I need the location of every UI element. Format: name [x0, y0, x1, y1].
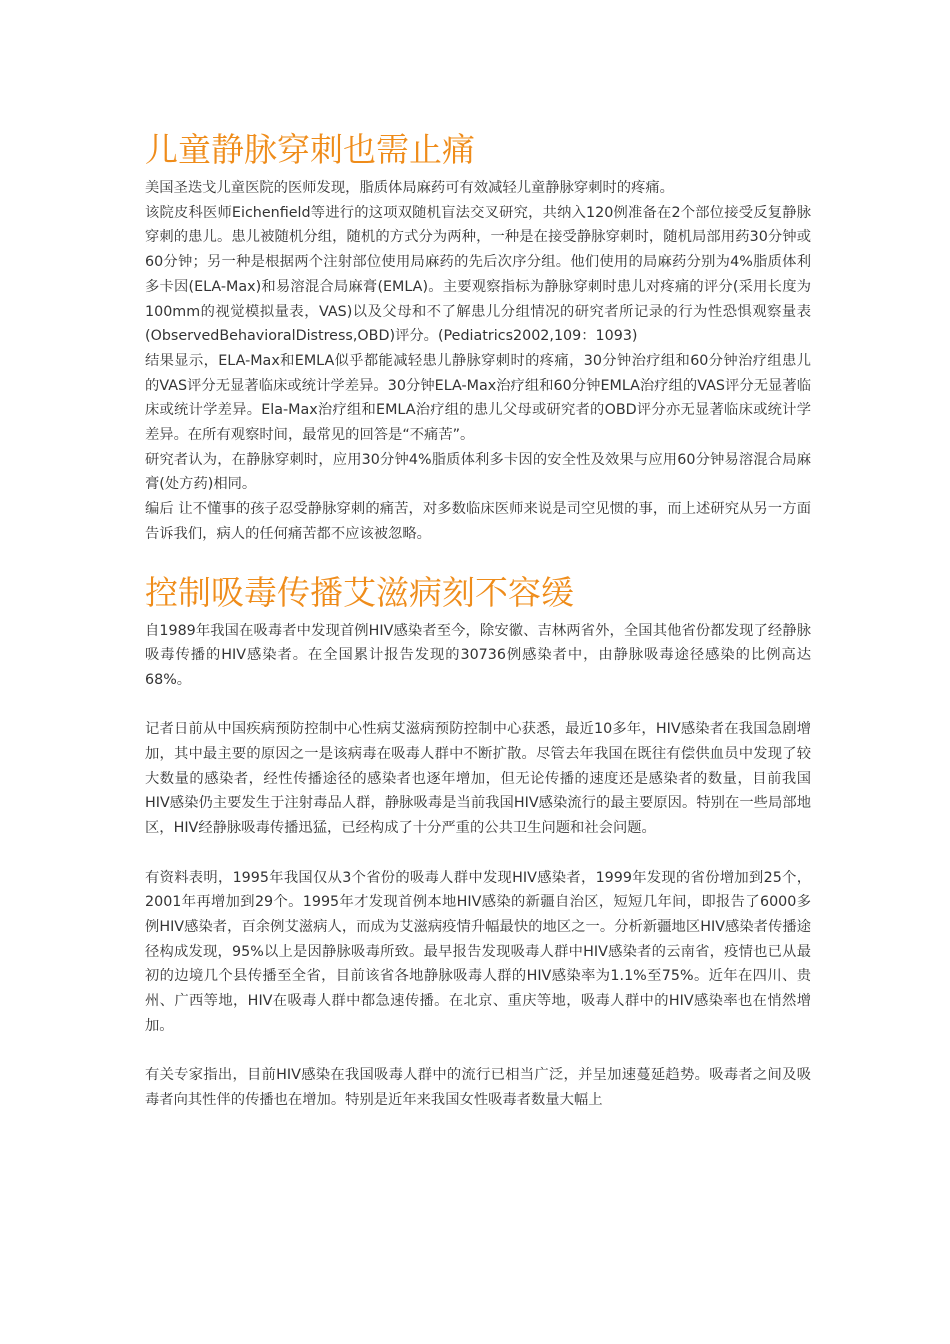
article-paragraph: 有资料表明，1995年我国仅从3个省份的吸毒人群中发现HIV感染者，1999年发现的省份增加到25个，2001年再增加到29个。1995年才发现首例本地HIV感染的新疆自治区，短短几年间，即报告了6000多例HIV感染者，百余例艾滋病人，而成为艾滋病疫情升幅最快的地区之一。分析新疆地区HIV感染者传播途径构成发现，95%以上是因静脉吸毒所致。最早报告发现吸毒人群中HIV感染者的云南省，疫情也已从最初的边境几个县传播至全省，目前该省各地静脉吸毒人群的HIV感染率为1.1%至75%。近年在四川、贵州、广西等地，HIV在吸毒人群中都急速传播。在北京、重庆等地，吸毒人群中的HIV感染率也在悄然增加。: [145, 869, 811, 1034]
article-paragraph: 该院皮科医师Eichenfield等进行的这项双随机盲法交叉研究，共纳入120例准备在2个部位接受反复静脉穿刺的患儿。患儿被随机分组，随机的方式分为两种，一种是在接受静脉穿刺时，随机局部用药30分钟或60分钟；另一种是根据两个注射部位使用局麻药的先后次序分组。他们使用的局麻药分别为4%脂质体利多卡因(ELA-Max)和易溶混合局麻膏(EMLA)。主要观察指标为静脉穿刺时患儿对疼痛的评分(采用长度为100mm的视觉模拟量表，VAS)以及父母和不了解患儿分组情况的研究者所记录的行为性恐惧观察量表(ObservedBehavioralDistress,OBD)评分。(Pediatrics2002,109：1093): [145, 204, 811, 345]
article-child-venipuncture: [145, 128, 811, 547]
article-paragraph: 编后 让不懂事的孩子忍受静脉穿刺的痛苦，对多数临床医师来说是司空见惯的事，而上述研究从另一方面告诉我们，病人的任何痛苦都不应该被忽略。: [145, 501, 811, 542]
paragraph-spacer: [145, 1038, 811, 1063]
article-paragraph: 有关专家指出，目前HIV感染在我国吸毒人群中的流行已相当广泛，并呈加速蔓延趋势。吸毒者之间及吸毒者向其性伴的传播也在增加。特别是近年来我国女性吸毒者数量大幅上: [145, 1067, 811, 1108]
article-paragraph: 记者日前从中国疾病预防控制中心性病艾滋病预防控制中心获悉，最近10多年，HIV感染者在我国急剧增加，其中最主要的原因之一是该病毒在吸毒人群中不断扩散。尽管去年我国在既往有偿供血员中发现了较大数量的感染者，经性传播途径的感染者也逐年增加，但无论传播的速度还是感染者的数量，目前我国HIV感染仍主要发生于注射毒品人群，静脉吸毒是当前我国HIV感染流行的最主要原因。特别在一些局部地区，HIV经静脉吸毒传播迅猛，已经构成了十分严重的公共卫生问题和社会问题。: [145, 721, 811, 837]
article-paragraph: 自1989年我国在吸毒者中发现首例HIV感染者至今，除安徽、吉林两省外，全国其他省份都发现了经静脉吸毒传播的HIV感染者。在全国累计报告发现的30736例感染者中，由静脉吸毒途径感染的比例高达68%。: [145, 622, 811, 688]
paragraph-spacer: [145, 693, 811, 718]
section-divider: [145, 547, 811, 571]
article-title: 控制吸毒传播艾滋病刻不容缓: [145, 572, 574, 612]
paragraph-spacer: [145, 841, 811, 866]
document-page: [145, 128, 811, 1113]
article-hiv-drug-use: [145, 571, 811, 1113]
article-paragraph: 结果显示，ELA-Max和EMLA似乎都能减轻患儿静脉穿刺时的疼痛，30分钟治疗组和60分钟治疗组患儿的VAS评分无显著临床或统计学差异。30分钟ELA-Max治疗组和60分钟EMLA治疗组的VAS评分无显著临床或统计学差异。Ela-Max治疗组和EMLA治疗组的患儿父母或研究者的OBD评分亦无显著临床或统计学差异。在所有观察时间，最常见的回答是“不痛苦”。: [145, 352, 811, 444]
article-paragraph: 研究者认为，在静脉穿刺时，应用30分钟4%脂质体利多卡因的安全性及效果与应用60分钟易溶混合局麻膏(处方药)相同。: [145, 451, 811, 493]
article-paragraph: 美国圣迭戈儿童医院的医师发现，脂质体局麻药可有效减轻儿童静脉穿刺时的疼痛。: [145, 180, 674, 196]
article-title: 儿童静脉穿刺也需止痛: [145, 130, 475, 169]
